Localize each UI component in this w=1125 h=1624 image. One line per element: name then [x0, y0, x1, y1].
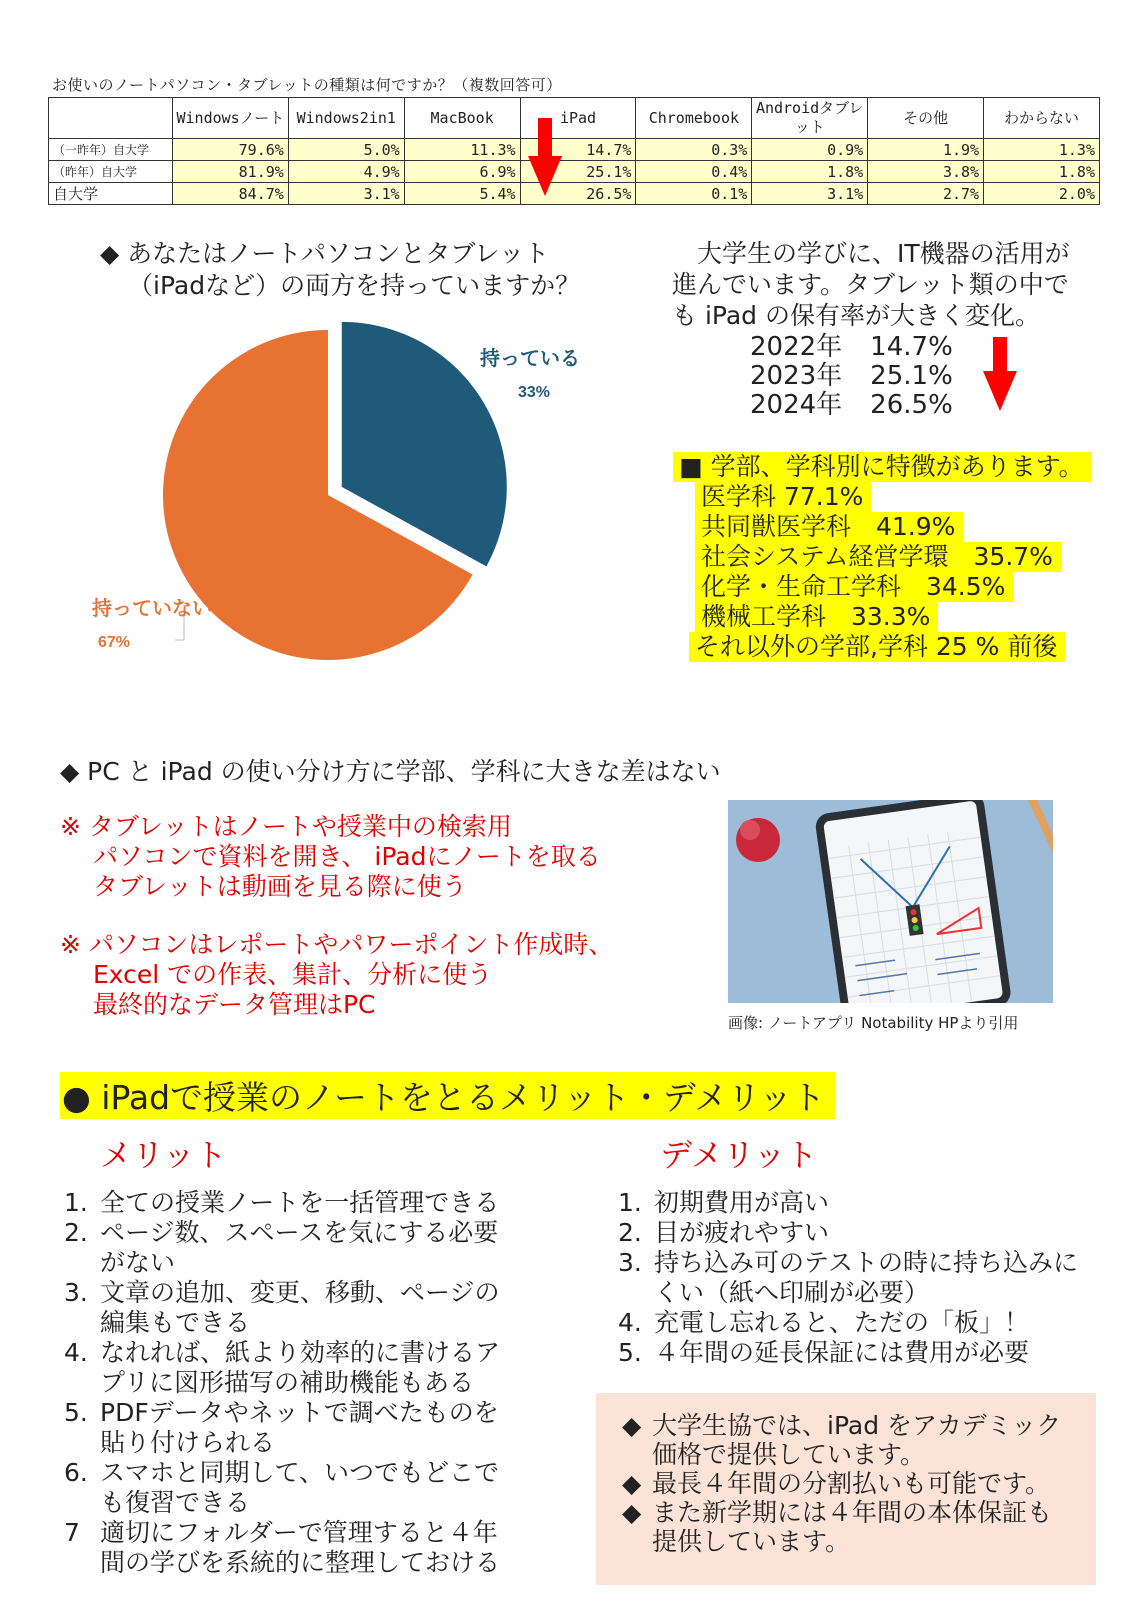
coop-info-box	[596, 1393, 1096, 1585]
pie-percent-not-have: 67%	[98, 634, 131, 651]
list-text: 初期費用が高い	[654, 1188, 830, 1217]
pie-question-line: ◆ あなたはノートパソコンとタブレット	[100, 239, 550, 268]
pie-question	[100, 238, 580, 302]
photo-caption: 画像: ノートアプリ Notability HPより引用	[728, 1014, 1019, 1032]
column-header: Windows2in1	[288, 98, 404, 139]
faculty-item: 社会システム経営学環 35.7%	[695, 542, 1061, 572]
faculty-item: 化学・生命工学科 34.5%	[695, 572, 1013, 602]
table-header-row	[49, 98, 1100, 139]
list-text: PDFデータやネットで調べたものを貼り付けられる	[100, 1398, 499, 1457]
faculty-item: それ以外の学部,学科 25 % 前後	[689, 632, 1065, 662]
table-cell: 0.1%	[636, 183, 752, 205]
table-cell: 2.7%	[868, 183, 984, 205]
pie-label-not-have: 持っていない	[92, 598, 212, 620]
diamond-bullet-icon: ◆	[622, 1469, 642, 1498]
list-number: 6.	[64, 1458, 88, 1487]
usage-line: 最終的なデータ管理はPC	[60, 990, 376, 1019]
table-cell: 1.3%	[984, 139, 1100, 161]
column-header: Androidタブレット	[752, 98, 868, 139]
year-label: 2023年	[750, 361, 843, 391]
list-text: また新学期には４年間の本体保証も提供しています。	[652, 1498, 1053, 1556]
list-item	[618, 1308, 1078, 1338]
merit-list	[64, 1188, 504, 1578]
list-item	[64, 1458, 504, 1518]
intro-line: も iPad の保有率が大きく変化。	[672, 301, 1040, 330]
list-text: 目が疲れやすい	[654, 1218, 830, 1247]
table-corner-cell	[49, 98, 173, 139]
year-value: 14.7%	[870, 332, 953, 362]
table-cell: 25.1%	[520, 161, 636, 183]
column-header: MacBook	[404, 98, 520, 139]
down-arrow-icon	[528, 118, 562, 198]
survey-table	[48, 97, 1100, 205]
table-cell: 6.9%	[404, 161, 520, 183]
coop-list	[596, 1393, 1096, 1556]
list-item	[622, 1469, 1076, 1498]
list-item	[64, 1398, 504, 1458]
list-item	[64, 1188, 504, 1218]
intro-line: 大学生の学びに、IT機器の活用が	[672, 239, 1070, 268]
table-cell: 11.3%	[404, 139, 520, 161]
merit-heading: ● iPadで授業のノートをとるメリット・デメリット	[60, 1072, 835, 1119]
pie-question-line: （iPadなど）の両方を持っていますか？	[128, 271, 581, 300]
diamond-bullet-icon: ◆	[622, 1498, 642, 1527]
usage-line: パソコンで資料を開き、 iPadにノートを取る	[60, 842, 601, 871]
year-value: 26.5%	[870, 390, 953, 420]
table-cell: 3.1%	[288, 183, 404, 205]
list-number: 2.	[64, 1218, 88, 1247]
table-cell: 1.9%	[868, 139, 984, 161]
list-item	[618, 1188, 1078, 1218]
survey-title: お使いのノートパソコン・タブレットの種類は何ですか？（複数回答可）	[52, 76, 562, 94]
year-value: 25.1%	[870, 361, 953, 391]
list-text: 文章の追加、変更、移動、ページの編集もできる	[100, 1278, 500, 1337]
table-row	[49, 183, 1100, 205]
column-header: Chromebook	[636, 98, 752, 139]
list-text: 充電し忘れると、ただの「板」！	[654, 1308, 1030, 1337]
intro-line: 進んでいます。タブレット類の中で	[672, 270, 1069, 299]
pie-chart	[92, 305, 580, 685]
table-cell: 0.3%	[636, 139, 752, 161]
row-label: （昨年）自大学	[49, 161, 173, 183]
list-number: 2.	[618, 1218, 642, 1247]
usage-note: ◆ PC と iPad の使い分け方に学部、学科に大きな差はない	[60, 757, 721, 786]
table-cell: 1.8%	[984, 161, 1100, 183]
column-header: iPad	[520, 98, 636, 139]
row-label: （一昨年）自大学	[49, 139, 173, 161]
table-cell: 1.8%	[752, 161, 868, 183]
year-label: 2024年	[750, 390, 843, 420]
list-text: ページ数、スペースを気にする必要がない	[100, 1218, 499, 1277]
list-item	[622, 1411, 1076, 1469]
year-row	[750, 362, 1070, 391]
list-number: 5.	[64, 1398, 88, 1427]
list-item	[622, 1498, 1076, 1556]
table-cell: 0.4%	[636, 161, 752, 183]
list-text: スマホと同期して、いつでもどこでも復習できる	[100, 1458, 500, 1517]
table-cell: 5.4%	[404, 183, 520, 205]
list-item	[618, 1248, 1078, 1308]
list-number: 4.	[618, 1308, 642, 1337]
list-text: 持ち込み可のテストの時に持ち込みにくい（紙へ印刷が必要）	[654, 1248, 1079, 1307]
merit-label: メリット	[100, 1136, 227, 1174]
usage-line: ※ タブレットはノートや授業中の検索用	[60, 812, 512, 841]
usage-line: ※ パソコンはレポートやパワーポイント作成時、	[60, 930, 614, 959]
list-item	[64, 1338, 504, 1398]
pie-percent-have: 33%	[517, 384, 550, 401]
table-cell: 14.7%	[520, 139, 636, 161]
table-row	[49, 161, 1100, 183]
table-cell: 3.8%	[868, 161, 984, 183]
list-number: 1.	[618, 1188, 642, 1217]
tablet-image	[728, 800, 1053, 1003]
table-row	[49, 139, 1100, 161]
row-label: 自大学	[49, 183, 173, 205]
list-text: なれれば、紙より効率的に書けるアプリに図形描写の補助機能もある	[100, 1338, 501, 1397]
list-item	[618, 1218, 1078, 1248]
table-cell: 81.9%	[172, 161, 288, 183]
list-item	[64, 1518, 504, 1578]
faculty-item: 機械工学科 33.3%	[695, 602, 938, 632]
usage-block-pc	[60, 930, 613, 1020]
list-number: 3.	[618, 1248, 642, 1277]
list-number: 1.	[64, 1188, 88, 1217]
table-cell: 84.7%	[172, 183, 288, 205]
diamond-bullet-icon: ◆	[622, 1411, 642, 1440]
notability-photo	[728, 800, 1053, 1003]
table-cell: 26.5%	[520, 183, 636, 205]
year-row	[750, 333, 1070, 362]
list-number: 4.	[64, 1338, 88, 1367]
table-cell: 0.9%	[752, 139, 868, 161]
table-cell: 4.9%	[288, 161, 404, 183]
column-header: Windowsノート	[172, 98, 288, 139]
down-arrow-icon	[983, 337, 1017, 413]
list-item	[64, 1278, 504, 1338]
faculty-item: 医学科 77.1%	[695, 482, 871, 512]
table-cell: 79.6%	[172, 139, 288, 161]
list-item	[64, 1218, 504, 1278]
demerit-label: デメリット	[660, 1136, 818, 1174]
table-cell: 3.1%	[752, 183, 868, 205]
year-label: 2022年	[750, 332, 843, 362]
list-number: 3.	[64, 1278, 88, 1307]
list-text: 全ての授業ノートを一括管理できる	[100, 1188, 500, 1217]
pie-label-have: 持っている	[480, 348, 580, 370]
list-text: 大学生協では、iPad をアカデミック価格で提供しています。	[652, 1411, 1062, 1469]
faculty-item: 共同獣医学科 41.9%	[695, 512, 963, 542]
list-number: 7	[64, 1518, 80, 1547]
table-cell: 5.0%	[288, 139, 404, 161]
column-header: わからない	[984, 98, 1100, 139]
pie-slices	[163, 322, 507, 660]
demerit-list	[618, 1188, 1078, 1368]
usage-block-tablet	[60, 812, 601, 902]
list-text: 最長４年間の分割払いも可能です。	[652, 1469, 1051, 1498]
faculty-highlight	[673, 452, 1092, 662]
list-text: ４年間の延長保証には費用が必要	[654, 1338, 1030, 1367]
usage-line: タブレットは動画を見る際に使う	[60, 872, 467, 901]
year-row	[750, 391, 1070, 420]
usage-line: Excel での作表、集計、分析に使う	[60, 960, 493, 989]
faculty-heading: ■ 学部、学科別に特徴があります。	[673, 452, 1092, 482]
table-cell: 2.0%	[984, 183, 1100, 205]
list-number: 5.	[618, 1338, 642, 1367]
list-text: 適切にフォルダーで管理すると４年間の学びを系統的に整理しておける	[100, 1518, 501, 1577]
list-item	[618, 1338, 1078, 1368]
column-header: その他	[868, 98, 984, 139]
